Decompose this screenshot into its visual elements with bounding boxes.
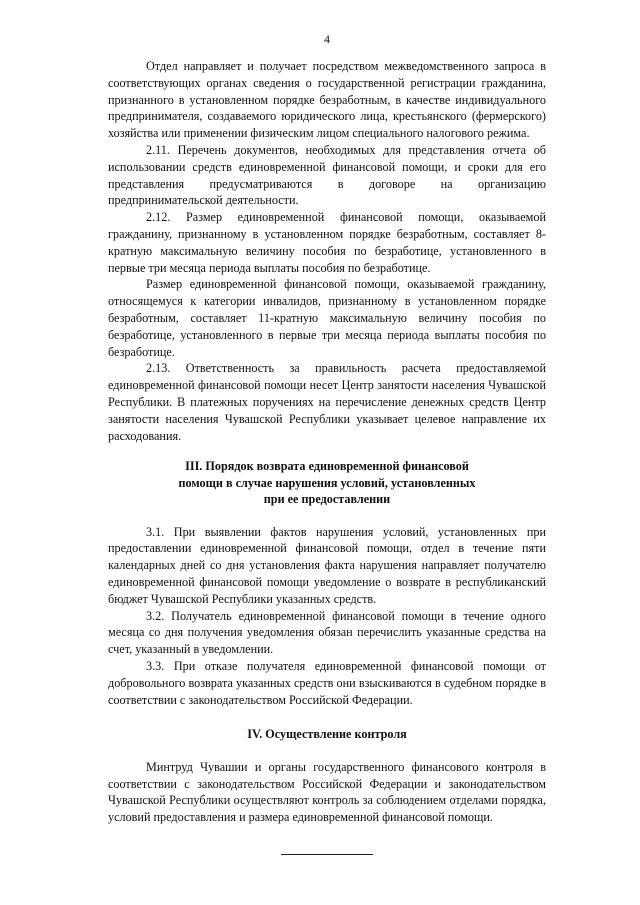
section-4-title-text: IV. Осуществление контроля bbox=[247, 727, 407, 742]
paragraph-intro: Отдел направляет и получает посредством межведомственного запроса в соответствующих органах сведения о государственной регистрации гражданина, признанного в установленном порядке безработным, в качестве индивидуального предпринимателя, создаваемого юридического лица, крестьянского (фермерского) хозяйства или применении физическим лицом специального налогового режима. bbox=[108, 59, 546, 141]
section-3-title-line-1: III. Порядок возврата единовременной финансовой bbox=[185, 459, 469, 474]
paragraph-3-3: 3.3. При отказе получателя единовременной финансовой помощи от добровольного возврата указанных средств они взыскиваются в судебном порядке в соответствии с законодательством Российской Федерации. bbox=[108, 658, 546, 707]
paragraph-3-1: 3.1. При выявлении фактов нарушения условий, установленных при предоставлении единовременной финансовой помощи, отдел в течение пяти календарных дней со дня установления факта нарушения направляет получателю единовременной финансовой помощи уведомление о возврате в республиканский бюджет Чувашской Республики указанных средств. bbox=[108, 524, 546, 606]
paragraph-4-1: Минтруд Чувашии и органы государственного финансового контроля в соответствии с законодательством Российской Федерации и законодательством Чувашской Республики осуществляют контроль за соблюдением отделами порядка, условий предоставления и размера единовременной финансовой помощи. bbox=[108, 759, 546, 825]
page-number: 4 bbox=[324, 32, 330, 46]
paragraph-2-11: 2.11. Перечень документов, необходимых для представления отчета об использовании средств единовременной финансовой помощи, и сроки для его представления предусматриваются в договоре на организацию предпринимательской деятельности. bbox=[108, 142, 546, 208]
paragraph-2-12-disabled: Размер единовременной финансовой помощи, оказываемой гражданину, относящемуся к категории инвалидов, признанному в установленном порядке безработным, составляет 11-кратную максимальную величину пособия по безработице, установленного в первые три месяца периода выплаты пособия по безработице. bbox=[108, 277, 546, 359]
paragraph-3-2: 3.2. Получатель единовременной финансовой помощи в течение одного месяца со дня получения уведомления обязан перечислить указанные средства на счет, указанный в уведомлении. bbox=[108, 608, 546, 657]
end-divider bbox=[281, 854, 373, 855]
section-3-title-line-2: помощи в случае нарушения условий, установленных bbox=[178, 475, 476, 490]
paragraph-2-13: 2.13. Ответственность за правильность расчета предоставляемой единовременной финансовой помощи несет Центр занятости населения Чувашской Республики. В платежных поручениях на перечисление денежных средств Центр занятости населения Чувашской Республики указывает целевое направление их расходования. bbox=[108, 361, 546, 443]
section-4-title bbox=[108, 726, 546, 742]
paragraph-2-12: 2.12. Размер единовременной финансовой помощи, оказываемой гражданину, признанному в установленном порядке безработным, составляет 8-кратную максимальную величину пособия по безработице, установленного в первые три месяца периода выплаты пособия по безработице. bbox=[108, 210, 546, 275]
section-3-title bbox=[108, 458, 546, 507]
section-3-title-line-3: при ее предоставлении bbox=[263, 492, 391, 507]
